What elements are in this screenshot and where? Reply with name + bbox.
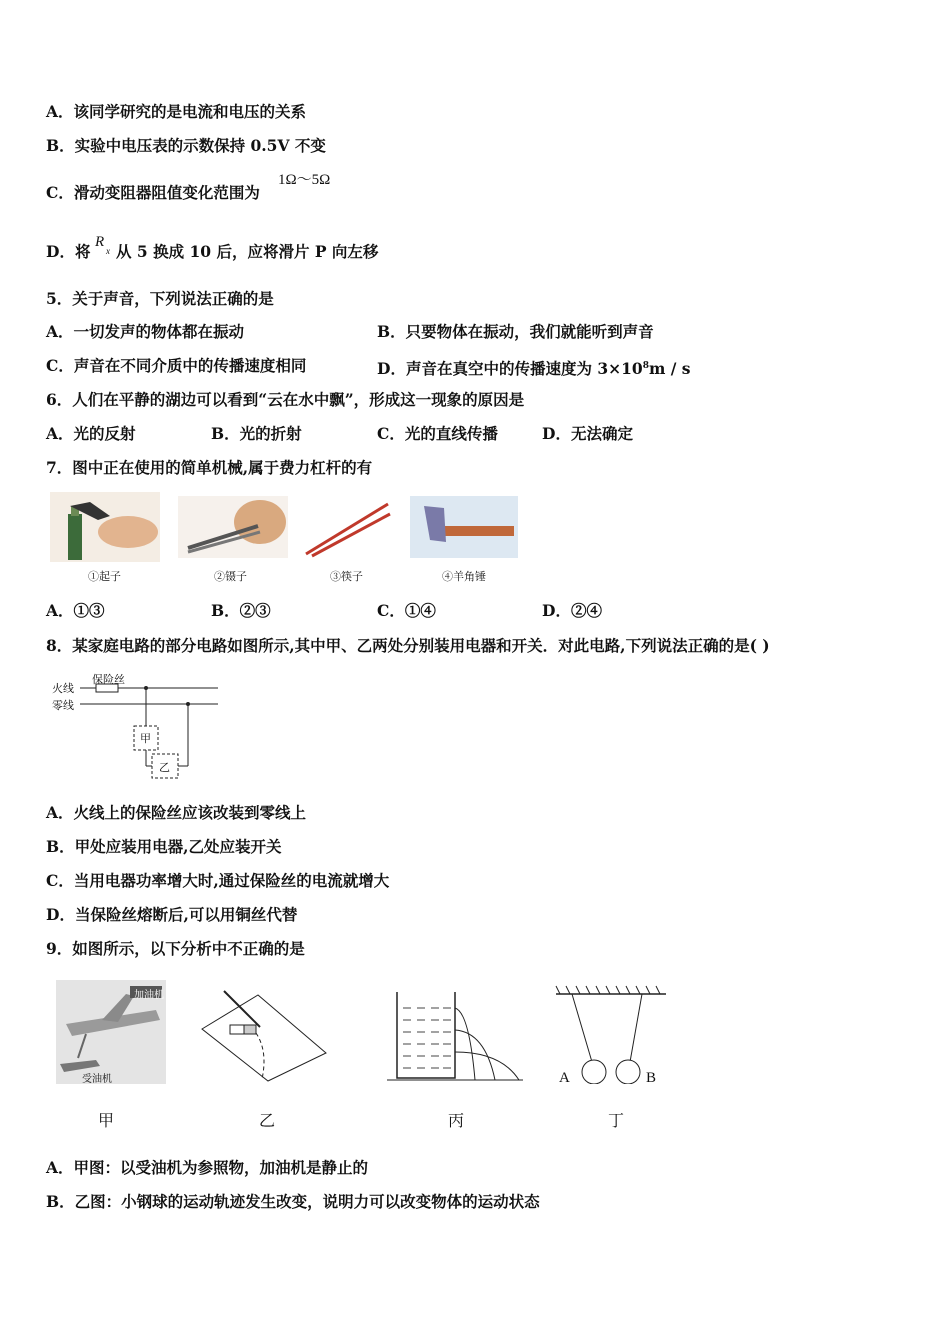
position-jia-label: 甲 xyxy=(140,732,151,745)
q4-option-b: B．实验中电压表的示数保持 0.5V 不变 xyxy=(46,136,326,155)
q8-option-b: B．甲处应装用电器,乙处应装开关 xyxy=(46,837,282,856)
q4-option-d-symbol: R xyxy=(95,234,105,250)
q7-caption-opener: ①起子 xyxy=(88,570,121,583)
household-circuit-diagram xyxy=(50,670,225,786)
receiver-plane-label: 受油机 xyxy=(82,1074,112,1085)
q7-caption-chopsticks: ③筷子 xyxy=(330,570,363,583)
q4-option-d-subscript: x xyxy=(106,246,110,256)
bottle-opener-image xyxy=(50,492,160,562)
position-yi-label: 乙 xyxy=(159,761,170,774)
q9-stem: 9．如图所示，以下分析中不正确的是 xyxy=(46,939,305,958)
q9-caption-ding: 丁 xyxy=(608,1111,625,1130)
ball-b-label: B xyxy=(646,1070,657,1086)
q9-caption-bing: 丙 xyxy=(448,1111,465,1130)
steel-ball-magnet-diagram xyxy=(200,985,330,1085)
q8-option-a: A．火线上的保险丝应该改装到零线上 xyxy=(46,803,307,822)
q7-option-d: D．②④ xyxy=(542,601,602,620)
tanker-plane-label: 加油机 xyxy=(134,990,164,1001)
q6-option-c: C．光的直线传播 xyxy=(377,424,498,443)
neutral-wire-label: 零线 xyxy=(52,699,74,712)
q5-option-d xyxy=(377,356,691,379)
q8-option-c: C．当用电器功率增大时,通过保险丝的电流就增大 xyxy=(46,871,390,890)
q5-option-c: C．声音在不同介质中的传播速度相同 xyxy=(46,356,307,375)
water-pressure-container-diagram xyxy=(385,988,525,1084)
q5-option-a: A．一切发声的物体都在振动 xyxy=(46,322,245,341)
q4-option-c: C．滑动变阻器阻值变化范围为 xyxy=(46,183,260,202)
q8-option-d: D．当保险丝熔断后,可以用铜丝代替 xyxy=(46,905,298,924)
live-wire-label: 火线 xyxy=(52,682,74,695)
q7-option-a: A．①③ xyxy=(46,601,105,620)
q9-option-b: B．乙图：小钢球的运动轨迹发生改变，说明力可以改变物体的运动状态 xyxy=(46,1192,540,1211)
q4-option-c-range: 1Ω～5Ω xyxy=(278,172,331,188)
q6-option-a: A．光的反射 xyxy=(46,424,136,443)
q4-option-a: A．该同学研究的是电流和电压的关系 xyxy=(46,102,307,121)
q4-option-d-suffix: 从 5 换成 10 后，应将滑片 P 向左移 xyxy=(116,242,379,261)
q7-option-b: B．②③ xyxy=(211,601,271,620)
fuse-label: 保险丝 xyxy=(92,673,125,686)
q6-option-b: B．光的折射 xyxy=(211,424,302,443)
q9-caption-jia: 甲 xyxy=(98,1111,115,1130)
q6-stem: 6．人们在平静的湖边可以看到“云在水中飘”，形成这一现象的原因是 xyxy=(46,390,525,409)
q4-option-d-prefix: D．将 xyxy=(46,242,91,261)
q9-caption-yi: 乙 xyxy=(259,1111,276,1130)
q5-stem: 5．关于声音，下列说法正确的是 xyxy=(46,289,274,308)
q5-option-d-exponent: 8 xyxy=(642,361,649,371)
q7-caption-hammer: ④羊角锤 xyxy=(442,570,486,583)
claw-hammer-image xyxy=(410,496,518,558)
tweezers-image xyxy=(178,496,288,558)
q7-option-c: C．①④ xyxy=(377,601,436,620)
q5-option-b: B．只要物体在振动，我们就能听到声音 xyxy=(377,322,654,341)
q6-option-d: D．无法确定 xyxy=(542,424,633,443)
q7-stem: 7．图中正在使用的简单机械,属于费力杠杆的有 xyxy=(46,458,373,477)
q8-stem: 8．某家庭电路的部分电路如图所示,其中甲、乙两处分别装用电器和开关．对此电路,下列说法正确的是( ) xyxy=(46,636,770,655)
q7-caption-tweezers: ②镊子 xyxy=(214,570,247,583)
q5-option-d-prefix: D．声音在真空中的传播速度为 3×10 xyxy=(377,359,643,379)
ball-a-label: A xyxy=(559,1070,570,1086)
q9-option-a: A．甲图：以受油机为参照物，加油机是静止的 xyxy=(46,1158,369,1177)
chopsticks-image xyxy=(302,496,392,558)
q5-option-d-unit: m / s xyxy=(648,359,691,379)
